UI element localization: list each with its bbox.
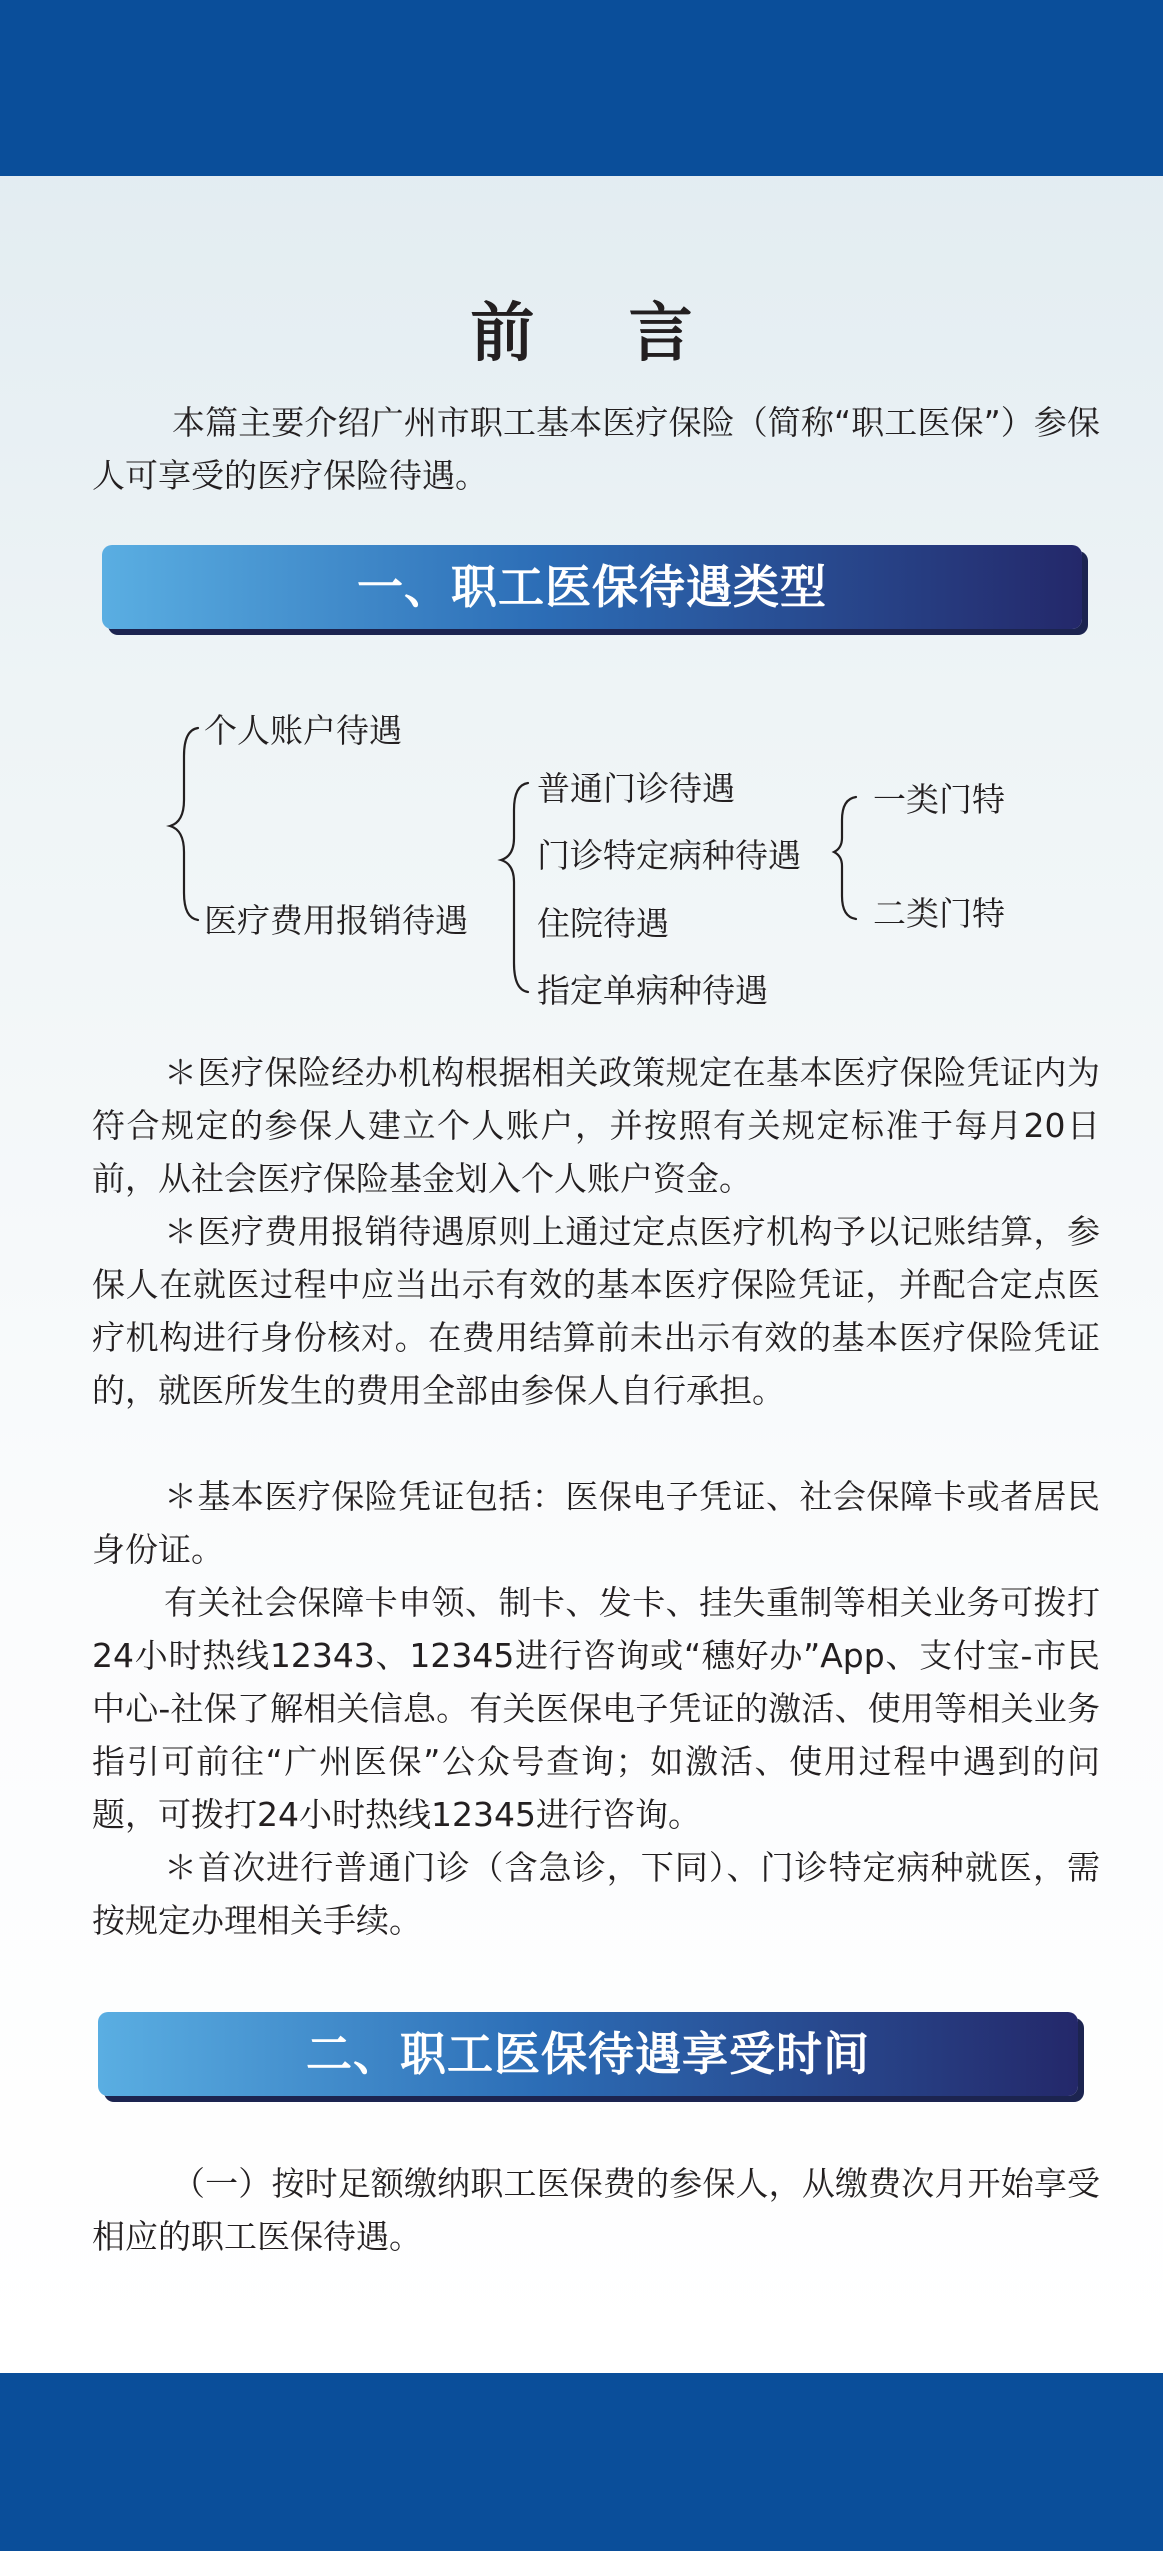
note-social-security-card: 有关社会保障卡申领、制卡、发卡、挂失重制等相关业务可拨打24小时热线12343、12345进行咨询或“穗好办”App、支付宝-市民中心-社保了解相关信息。有关医保电子凭证的激活、使用等相关业务指引可前往“广州医保”公众号查询；如激活、使用过程中遇到的问题，可拨打24小时热线12345进行咨询。	[92, 1583, 1100, 1834]
tree-root-item: 医疗费用报销待遇	[204, 901, 468, 940]
tree-special-item: 二类门特	[873, 894, 1005, 933]
tree-reimbursement-item: 住院待遇	[537, 904, 669, 943]
tree-special-item: 一类门特	[873, 780, 1005, 819]
tree-root-item: 个人账户待遇	[204, 711, 402, 750]
intro-paragraph: 本篇主要介绍广州市职工基本医疗保险（简称“职工医保”）参保人可享受的医疗保险待遇。	[92, 403, 1100, 495]
note-personal-account: ＊医疗保险经办机构根据相关政策规定在基本医疗保险凭证内为符合规定的参保人建立个人账户，并按照有关规定标准于每月20日前，从社会医疗保险基金划入个人账户资金。	[92, 1053, 1100, 1198]
section2-banner	[98, 2012, 1078, 2096]
tree-reimbursement-item: 指定单病种待遇	[537, 971, 768, 1010]
tree-reimbursement-item: 门诊特定病种待遇	[537, 836, 801, 875]
note-credentials: ＊基本医疗保险凭证包括：医保电子凭证、社会保障卡或者居民身份证。	[92, 1477, 1100, 1569]
tree-reimbursement-item: 普通门诊待遇	[537, 769, 735, 808]
page-title: 前 言	[470, 297, 729, 371]
note-reimbursement: ＊医疗费用报销待遇原则上通过定点医疗机构予以记账结算，参保人在就医过程中应当出示有效的基本医疗保险凭证，并配合定点医疗机构进行身份核对。在费用结算前未出示有效的基本医疗保险凭证的，就医所发生的费用全部由参保人自行承担。	[92, 1212, 1100, 1410]
section1-heading: 一、职工医保待遇类型	[357, 560, 827, 614]
section2-heading: 二、职工医保待遇享受时间	[306, 2027, 870, 2081]
bottom-footer-band	[0, 2373, 1163, 2551]
note-first-visit: ＊首次进行普通门诊（含急诊，下同）、门诊特定病种就医，需按规定办理相关手续。	[92, 1848, 1100, 1940]
section2-paragraph: （一）按时足额缴纳职工医保费的参保人，从缴费次月开始享受相应的职工医保待遇。	[92, 2164, 1100, 2256]
